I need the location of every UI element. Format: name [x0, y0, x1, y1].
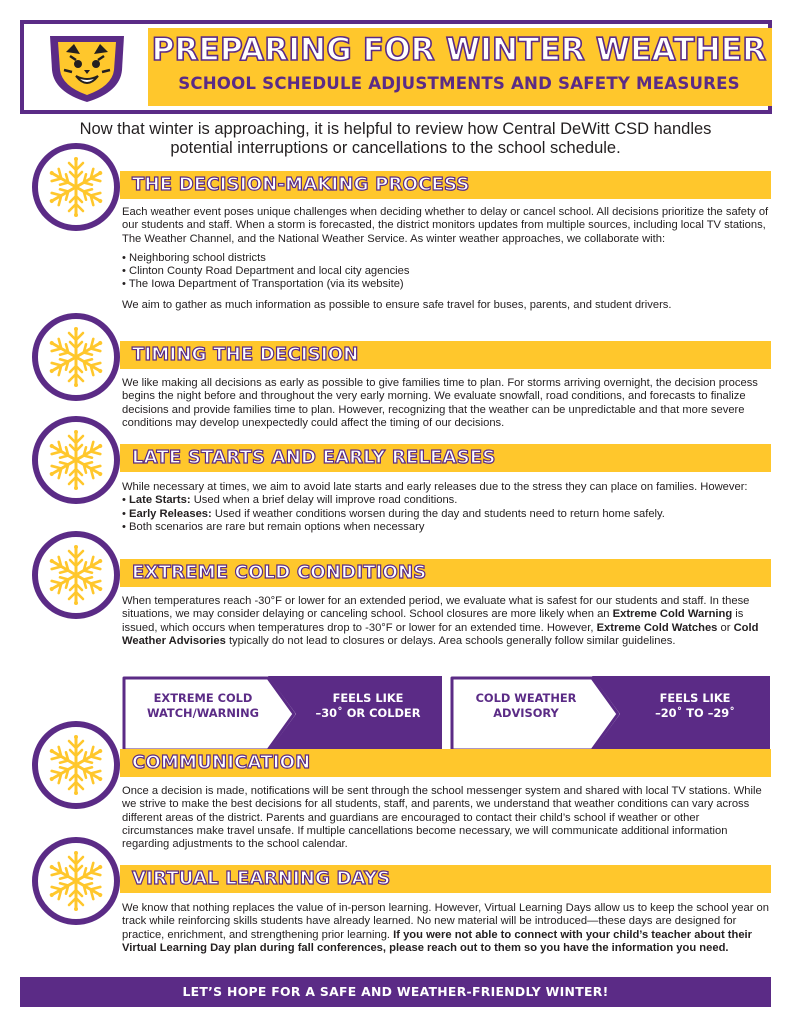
virtual-paragraph [122, 902, 770, 955]
section-body-virtual [122, 902, 770, 955]
chevron-label: EXTREME COLD [153, 691, 253, 705]
section-body-timing [122, 377, 770, 430]
snowflake-icon [32, 721, 120, 809]
comm-paragraph: Once a decision is made, notifications will be sent through the school messenger system and shared with local TV stations. While we strive to make the best decisions for all students, staff, and parents, we understand that weather conditions can vary across different areas of the district. Parents and guardians are encouraged to contact their child’s school if weather or other circumstances make travel unsafe. If multiple cancellations become necessary, we will communicate additional information regarding adjustments to the school calendar. [122, 785, 762, 851]
cold-text-1: When temperatures reach -30°F or lower for an extended period, we evaluate what is safest for our students and staff. In these situations, we may consider delaying or canceling school. School closures are more likely when an [122, 595, 750, 621]
list-item: • Clinton County Road Department and local city agencies [122, 265, 410, 278]
snowflake-icon [32, 416, 120, 504]
list-item: • Neighboring school districts [122, 251, 266, 264]
intro-line-1: Now that winter is approaching, it is helpful to review how Central DeWitt CSD handles [79, 120, 712, 138]
section-title-cold: EXTREME COLD CONDITIONS [132, 562, 427, 583]
chevron-label: FEELS LIKE [332, 691, 404, 705]
list-item: • Early Releases: Used if weather conditions worsen during the day and students need to return home safely. [122, 507, 665, 520]
early-releases-text: Used if weather conditions worsen during the day and students need to return home safely. [211, 507, 665, 520]
section-body-cold [122, 595, 770, 648]
list-item: • Both scenarios are rare but remain options when necessary [122, 520, 425, 533]
section-title-decision: THE DECISION-MAKING PROCESS [132, 174, 470, 195]
section-title-virtual: VIRTUAL LEARNING DAYS [132, 868, 391, 889]
cold-paragraph [122, 595, 770, 648]
cold-chevron-row [122, 676, 770, 752]
cold-text-4: typically do not lead to closures or delays. Area schools generally follow similar guidelines. [225, 634, 676, 647]
timing-paragraph: We like making all decisions as early as possible to give families time to plan. For storms arriving overnight, the decision process begins the night before and throughout the very early morning. We evaluate snowfall, road conditions, and forecasts to finalize decisions and provide families time to plan. However, recognizing that the weather can be unpredictable and that more severe conditions may develop unexpectedly could affect the timing of our decisions. [122, 377, 758, 429]
section-body-decision [122, 206, 770, 312]
page-title: PREPARING FOR WINTER WEATHER [151, 32, 767, 68]
late-paragraph: While necessary at times, we aim to avoid late starts and early releases due to the stress they can place on families. However: [122, 481, 748, 493]
intro-line-2: potential interruptions or cancellations to the school schedule. [170, 139, 621, 157]
chevron-label: –30˚ OR COLDER [315, 706, 421, 720]
decision-paragraph-2: We aim to gather as much information as possible to ensure safe travel for buses, parents, and student drivers. [122, 298, 672, 311]
list-item: • Late Starts: Used when a brief delay will improve road conditions. [122, 494, 458, 507]
section-title-comm: COMMUNICATION [132, 752, 311, 773]
section-body-comm [122, 785, 770, 851]
tiger-mascot-icon [36, 30, 138, 104]
chevron-feels-like-20-29 [622, 691, 768, 721]
chevron-extreme-cold-watch [128, 691, 278, 721]
intro-text [40, 120, 751, 158]
virtual-text: We know that nothing replaces the value of in-person learning. However, Virtual Learning Days allow us to keep the school year on track while reinforcing skills students have already learned. No new material will be introduced—these days are designed for practice, enrichment, and strengthening prior learning. [122, 902, 769, 941]
virtual-bold-text: If you were not able to connect with your child’s teacher about their Virtual Learning Day plan during fall conferences, please reach out to them so you have the information you need. [122, 928, 753, 954]
chevron-label: FEELS LIKE [659, 691, 731, 705]
decision-list [122, 252, 770, 292]
late-list [122, 494, 770, 534]
section-body-late [122, 481, 770, 534]
cold-bold-3: Cold Weather Advisories [122, 621, 759, 647]
snowflake-icon [32, 313, 120, 401]
late-starts-text: Used when a brief delay will improve road conditions. [190, 494, 458, 507]
chevron-label: COLD WEATHER [475, 691, 577, 705]
chevron-label: ADVISORY [493, 706, 559, 720]
page-subtitle: SCHOOL SCHEDULE ADJUSTMENTS AND SAFETY MEASURES [178, 74, 740, 93]
snowflake-icon [32, 837, 120, 925]
section-title-late: LATE STARTS AND EARLY RELEASES [132, 447, 496, 468]
cold-text-2: is issued, which occurs when temperatures drop to -30°F or lower for an extended time. However, [122, 608, 744, 634]
chevron-cold-weather-advisory [456, 691, 596, 721]
chevron-label: –20˚ TO –29˚ [655, 706, 735, 720]
early-releases-label: Early Releases: [129, 507, 212, 520]
cold-bold-1: Extreme Cold Warning [612, 608, 733, 621]
late-starts-label: Late Starts: [129, 494, 191, 507]
list-item: • The Iowa Department of Transportation (via its website) [122, 278, 404, 291]
cold-text-3: or [717, 621, 734, 634]
footer-banner: LET’S HOPE FOR A SAFE AND WEATHER-FRIENDLY WINTER! [20, 977, 771, 1007]
section-title-timing: TIMING THE DECISION [132, 344, 359, 365]
cold-bold-2: Extreme Cold Watches [596, 621, 718, 634]
chevron-feels-like-30 [298, 691, 438, 721]
chevron-label: WATCH/WARNING [146, 706, 260, 720]
snowflake-icon [32, 143, 120, 231]
snowflake-icon [32, 531, 120, 619]
decision-paragraph-1: Each weather event poses unique challenges when deciding whether to delay or cancel school. All decisions prioritize the safety of our students and staff. When a storm is forecasted, the district monitors updates from multiple sources, including local TV stations, The Weather Channel, and the National Weather Service. As winter weather approaches, we collaborate with: [122, 206, 769, 245]
